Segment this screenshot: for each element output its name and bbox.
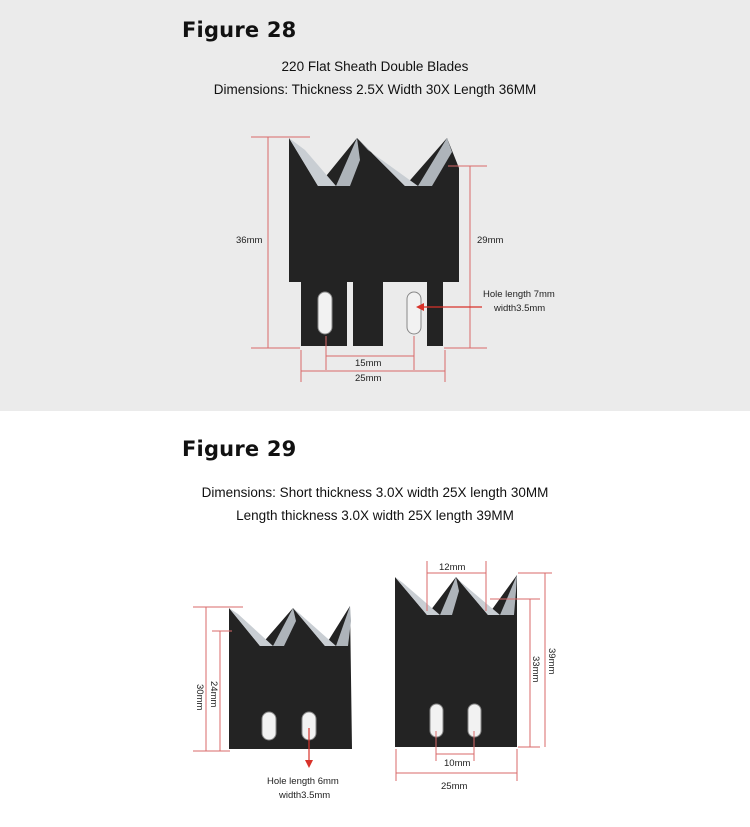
figure-29-caption-line1: Dimensions: Short thickness 3.0X width 25X length 30MM	[201, 485, 549, 500]
flat-sheath-double-blade	[289, 138, 459, 346]
dim-29mm: 29mm	[477, 235, 504, 246]
arrow-head-down-icon	[305, 760, 313, 768]
dim-10mm: 10mm	[444, 758, 471, 769]
dim-hole-length: Hole length 7mm	[483, 289, 555, 300]
short-slot-left	[262, 712, 276, 740]
figure-29-caption-line2: Length thickness 3.0X width 25X length 39MM	[236, 508, 514, 523]
dim-24mm: 24mm	[208, 681, 219, 708]
figure-29-diagram	[0, 411, 750, 827]
dim-30mm: 30mm	[194, 684, 205, 711]
figure-28-diagram	[0, 0, 750, 411]
figure-28-title: Figure 28	[182, 18, 297, 42]
long-blade	[395, 575, 517, 747]
figure-28-panel	[0, 0, 750, 411]
figure-28-caption-line2: Dimensions: Thickness 2.5X Width 30X Length 36MM	[213, 82, 537, 97]
figure-28-caption-line1: 220 Flat Sheath Double Blades	[281, 59, 469, 74]
dim-39mm: 39mm	[546, 648, 557, 675]
dim-short-hole-length: Hole length 6mm	[267, 776, 339, 787]
dim-12mm: 12mm	[439, 562, 466, 573]
dim-33mm: 33mm	[530, 656, 541, 683]
dim-25mm: 25mm	[355, 373, 382, 384]
dim-36mm: 36mm	[236, 235, 263, 246]
slot-hole-right	[407, 292, 421, 334]
short-blade	[229, 606, 352, 749]
dim-long-25mm: 25mm	[441, 781, 468, 792]
dim-15mm: 15mm	[355, 358, 382, 369]
slot-hole-left	[318, 292, 332, 334]
dim-short-hole-width: width3.5mm	[279, 790, 331, 801]
dim-hole-width: width3.5mm	[494, 303, 546, 314]
figure-29-title: Figure 29	[182, 437, 297, 461]
figure-29-panel	[0, 411, 750, 827]
